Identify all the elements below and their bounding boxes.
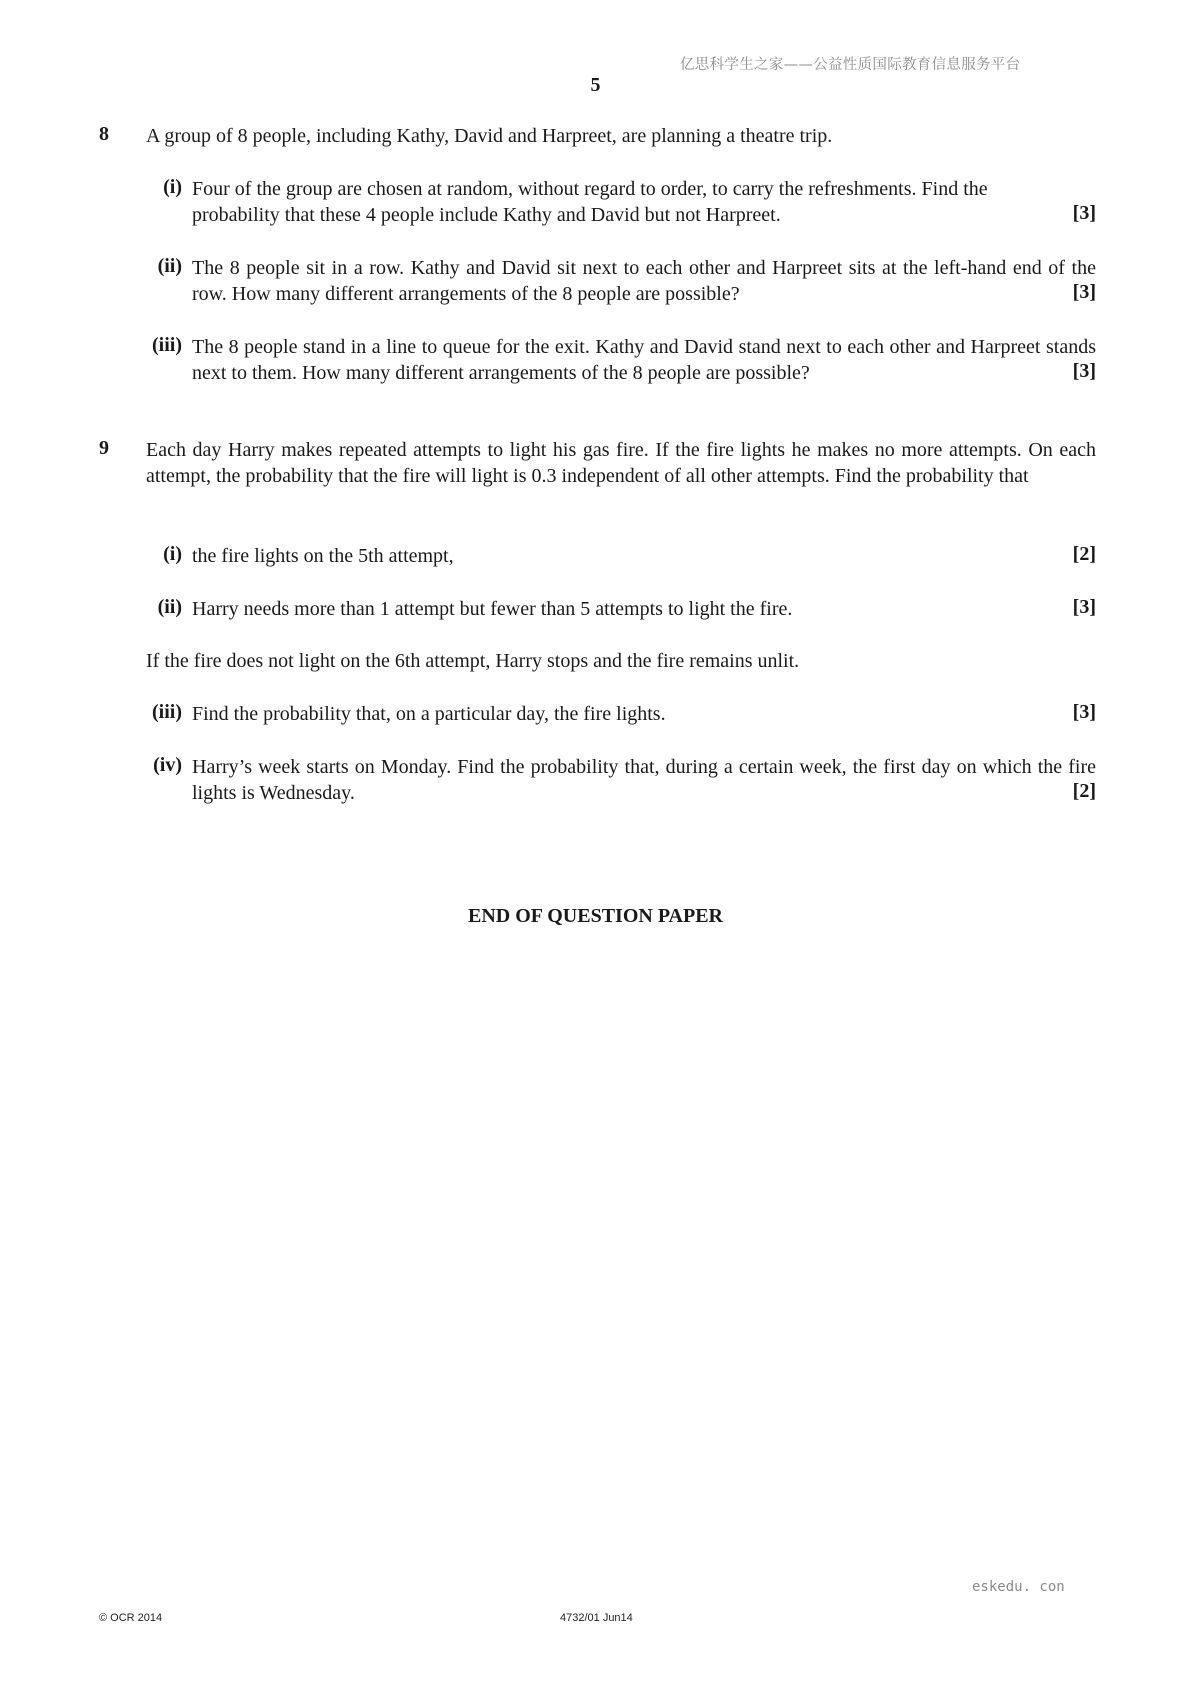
q9-part-ii-text: Harry needs more than 1 attempt but fewer than 5 attempts to light the fire. bbox=[192, 598, 793, 620]
q8-part-iii-label: (iii) bbox=[152, 334, 182, 356]
q9-part-iv-marks: [2] bbox=[1072, 780, 1096, 802]
end-of-paper: END OF QUESTION PAPER bbox=[467, 905, 724, 927]
watermark-bottom: eskedu. con bbox=[972, 1579, 1065, 1595]
q8-part-ii-text: The 8 people sit in a row. Kathy and David sit next to each other and Harpreet sits at the left-hand end of the row. How many different arrangements of the 8 people are possible? bbox=[192, 257, 1096, 305]
question-8-number: 8 bbox=[99, 123, 109, 145]
q9-part-iii-marks: [3] bbox=[1072, 701, 1096, 723]
q9-part-iii-text: Find the probability that, on a particular day, the fire lights. bbox=[192, 703, 666, 725]
q9-part-iii-label: (iii) bbox=[152, 701, 182, 723]
q9-part-iv-text: Harry’s week starts on Monday. Find the probability that, during a certain week, the first day on which the fire lights is Wednesday. bbox=[192, 756, 1096, 804]
q9-part-i-text: the fire lights on the 5th attempt, bbox=[192, 545, 454, 567]
footer-paper-code: 4732/01 Jun14 bbox=[560, 1612, 633, 1624]
q8-part-i-text: Four of the group are chosen at random, without regard to order, to carry the refreshments. Find the probability that these 4 people include Kathy and David but not Harpreet. bbox=[192, 178, 988, 226]
q8-part-iii-marks: [3] bbox=[1072, 360, 1096, 382]
q9-part-ii-label: (ii) bbox=[157, 596, 182, 618]
q9-interlude: If the fire does not light on the 6th attempt, Harry stops and the fire remains unlit. bbox=[146, 650, 800, 672]
q8-part-ii-label: (ii) bbox=[157, 255, 182, 277]
question-9-number: 9 bbox=[99, 437, 109, 459]
footer-copyright: © OCR 2014 bbox=[99, 1612, 163, 1624]
q9-part-i-marks: [2] bbox=[1072, 543, 1096, 565]
q9-part-ii-marks: [3] bbox=[1072, 596, 1096, 618]
page-number: 5 bbox=[590, 74, 601, 96]
question-8-stem: A group of 8 people, including Kathy, David and Harpreet, are planning a theatre trip. bbox=[146, 125, 833, 147]
q9-part-i-label: (i) bbox=[163, 543, 182, 565]
q8-part-ii-marks: [3] bbox=[1072, 281, 1096, 303]
q8-part-iii-text: The 8 people stand in a line to queue for the exit. Kathy and David stand next to each other and Harpreet stands next to them. How many different arrangements of the 8 people are possible? bbox=[192, 336, 1096, 384]
q8-part-i-label: (i) bbox=[163, 176, 182, 198]
watermark-top: 亿思科学生之家——公益性质国际教育信息服务平台 bbox=[680, 57, 1021, 73]
question-9-stem: Each day Harry makes repeated attempts to light his gas fire. If the fire lights he makes no more attempts. On each attempt, the probability that the fire will light is 0.3 independent of all other attempts. Find the probability that bbox=[146, 439, 1096, 487]
q8-part-i-marks: [3] bbox=[1072, 202, 1096, 224]
q9-part-iv-label: (iv) bbox=[153, 754, 182, 776]
